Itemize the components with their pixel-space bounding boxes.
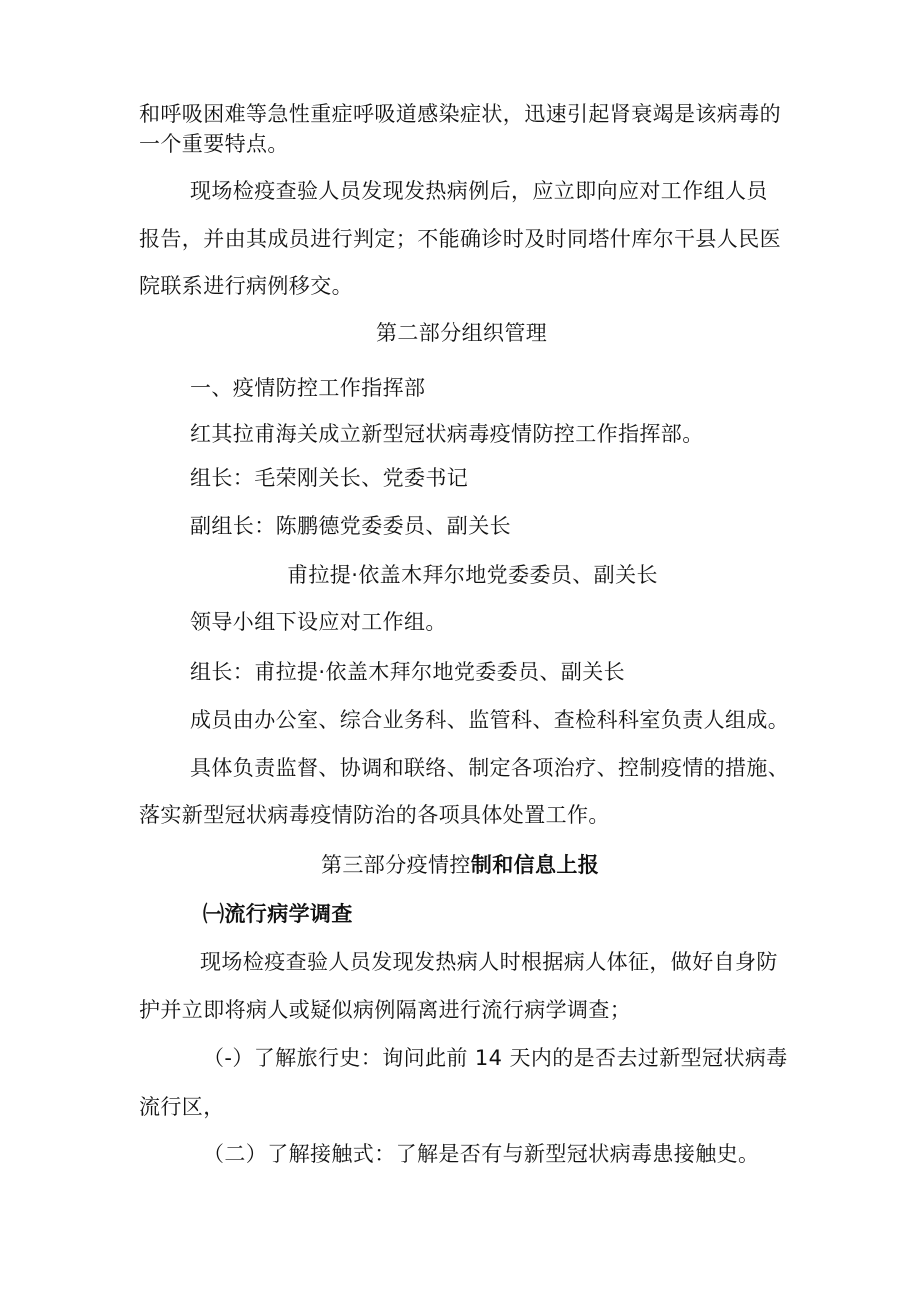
body-text-line: 现场检疫查验人员发现发热病人时根据病人体征，做好自身防 [200, 950, 778, 974]
body-text-line: 落实新型冠状病毒疫情防治的各项具体处置工作。 [139, 803, 610, 827]
part-3-heading-bold: 制和信息上报 [470, 853, 600, 877]
body-text-line: 成员由办公室、综合业务科、监管科、查检科科室负责人组成。 [190, 708, 790, 732]
section-heading-flow-survey: ㈠流行病学调查 [203, 902, 353, 926]
body-text-line: 具体负责监督、协调和联络、制定各项治疗、控制疫情的措施、 [190, 756, 790, 780]
body-text-line: 流行区， [139, 1095, 225, 1119]
part-3-heading [321, 852, 599, 878]
part-3-heading-normal: 第三部分疫情控 [321, 853, 471, 877]
body-text-line: 院联系进行病例移交。 [139, 274, 353, 298]
section-heading-command: 一、疫情防控工作指挥部 [190, 376, 426, 400]
body-text-line: 领导小组下设应对工作组。 [190, 610, 447, 634]
body-text-line: 组长：甫拉提·依盖木拜尔地党委委员、副关长 [190, 660, 626, 684]
body-text-line: 护并立即将病人或疑似病例隔离进行流行病学调查； [139, 998, 632, 1022]
body-text-line: 一个重要特点。 [139, 132, 289, 156]
body-text-line: 组长：毛荣刚关长、党委书记 [190, 466, 469, 490]
part-2-heading: 第二部分组织管理 [376, 321, 548, 345]
body-text-line: 副组长：陈鹏德党委委员、副关长 [190, 514, 511, 538]
body-text-line: 红其拉甫海关成立新型冠状病毒疫情防控工作指挥部。 [190, 422, 704, 446]
body-text-line: 和呼吸困难等急性重症呼吸道感染症状，迅速引起肾衰竭是该病毒的 [139, 102, 781, 126]
body-text-line: 甫拉提·依盖木拜尔地党委委员、副关长 [287, 563, 658, 587]
body-text-line: 现场检疫查验人员发现发热病例后，应立即向应对工作组人员 [190, 179, 768, 203]
body-text-line: （-）了解旅行史：询问此前 14 天内的是否去过新型冠状病毒 [203, 1046, 788, 1070]
body-text-line: 报告，并由其成员进行判定；不能确诊时及时同塔什库尔干县人民医 [139, 227, 781, 251]
body-text-line: （二）了解接触式：了解是否有与新型冠状病毒患接触史。 [203, 1142, 760, 1166]
